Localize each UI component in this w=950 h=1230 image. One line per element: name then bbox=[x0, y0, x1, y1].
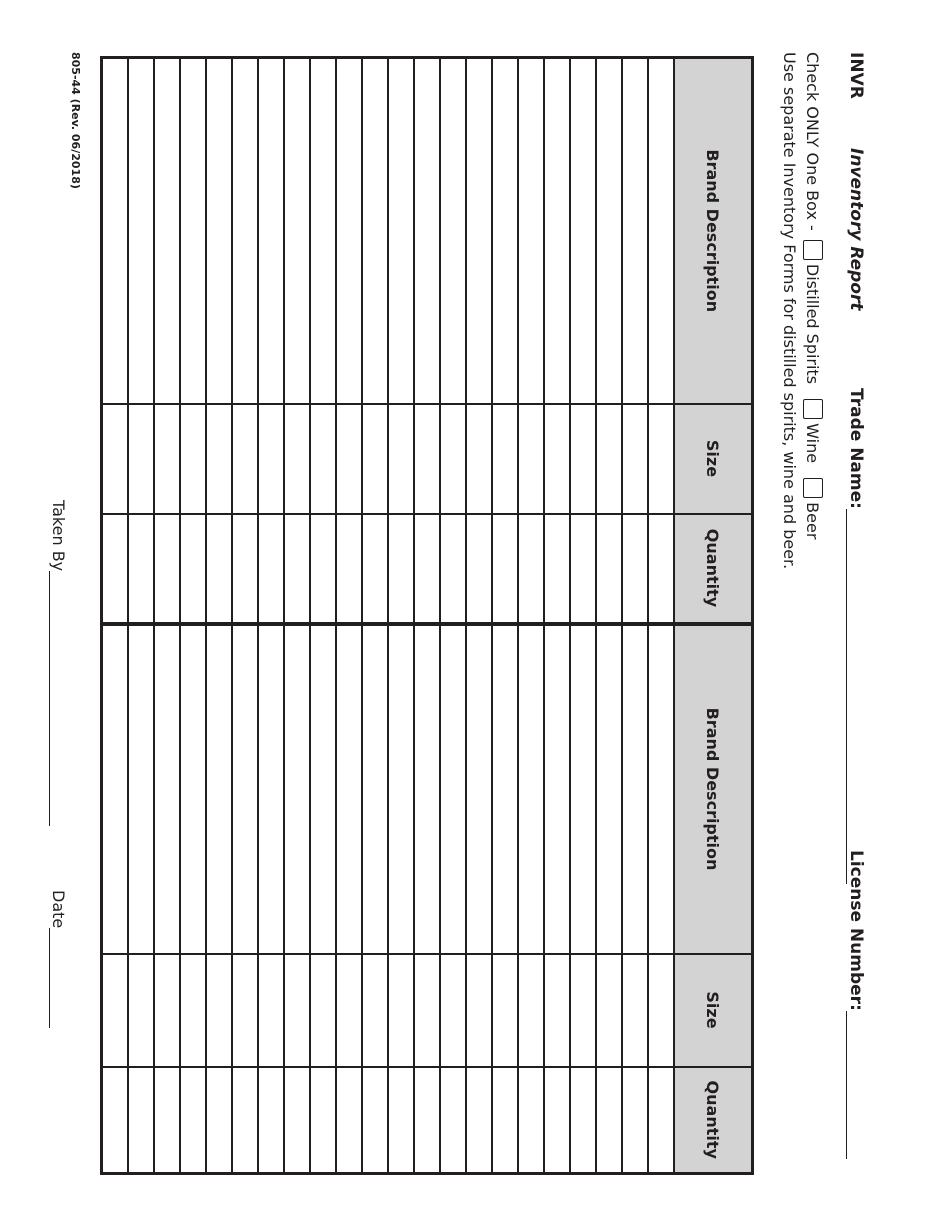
table-cell[interactable] bbox=[622, 954, 648, 1067]
table-cell[interactable] bbox=[492, 1067, 518, 1174]
table-cell[interactable] bbox=[466, 514, 492, 624]
table-cell[interactable] bbox=[284, 404, 310, 514]
page-title: Inventory Report bbox=[846, 148, 866, 311]
table-cell[interactable] bbox=[570, 1067, 596, 1174]
table-cell[interactable] bbox=[414, 954, 440, 1067]
table-cell[interactable] bbox=[154, 404, 180, 514]
taken-by-label: Taken By bbox=[49, 500, 68, 572]
table-cell[interactable] bbox=[570, 624, 596, 954]
table-cell[interactable] bbox=[596, 954, 622, 1067]
table-cell[interactable] bbox=[258, 954, 284, 1067]
table-cell[interactable] bbox=[518, 1067, 544, 1174]
table-cell[interactable] bbox=[258, 404, 284, 514]
table-cell[interactable] bbox=[336, 1067, 362, 1174]
table-cell[interactable] bbox=[570, 954, 596, 1067]
table-cell[interactable] bbox=[310, 404, 336, 514]
table-cell[interactable] bbox=[544, 624, 570, 954]
table-cell[interactable] bbox=[128, 624, 154, 954]
table-row bbox=[154, 58, 180, 1174]
table-cell[interactable] bbox=[154, 954, 180, 1067]
table-row bbox=[310, 58, 336, 1174]
table-cell[interactable] bbox=[492, 624, 518, 954]
form-number: 805-44 (Rev. 06/2018) bbox=[69, 52, 82, 189]
table-cell[interactable] bbox=[310, 58, 336, 404]
table-cell[interactable] bbox=[128, 954, 154, 1067]
table-cell[interactable] bbox=[206, 514, 232, 624]
table-row bbox=[258, 58, 284, 1174]
table-cell[interactable] bbox=[466, 404, 492, 514]
table-cell[interactable] bbox=[648, 624, 674, 954]
table-cell[interactable] bbox=[544, 954, 570, 1067]
table-cell[interactable] bbox=[128, 1067, 154, 1174]
column-header: Brand Description bbox=[674, 58, 753, 404]
table-cell[interactable] bbox=[544, 514, 570, 624]
distilled-spirits-checkbox[interactable] bbox=[803, 240, 823, 260]
table-cell[interactable] bbox=[102, 1067, 129, 1174]
column-header: Brand Description bbox=[674, 624, 753, 954]
table-cell[interactable] bbox=[388, 514, 414, 624]
table-row bbox=[492, 58, 518, 1174]
table-row bbox=[180, 58, 206, 1174]
table-row bbox=[544, 58, 570, 1174]
table-cell[interactable] bbox=[544, 58, 570, 404]
table-cell[interactable] bbox=[414, 624, 440, 954]
table-cell[interactable] bbox=[440, 624, 466, 954]
wine-checkbox[interactable] bbox=[803, 399, 823, 419]
table-cell[interactable] bbox=[154, 624, 180, 954]
table-cell[interactable] bbox=[570, 404, 596, 514]
table-cell[interactable] bbox=[388, 624, 414, 954]
date-label: Date bbox=[49, 890, 68, 929]
check-prefix: Check ONLY One Box - bbox=[803, 52, 822, 231]
table-cell[interactable] bbox=[336, 58, 362, 404]
table-cell[interactable] bbox=[206, 404, 232, 514]
distilled-spirits-label: Distilled Spirits bbox=[803, 263, 822, 385]
column-header: Quantity bbox=[674, 514, 753, 624]
table-cell[interactable] bbox=[336, 954, 362, 1067]
table-cell[interactable] bbox=[440, 954, 466, 1067]
table-cell[interactable] bbox=[102, 624, 129, 954]
table-cell[interactable] bbox=[206, 954, 232, 1067]
table-cell[interactable] bbox=[284, 58, 310, 404]
table-cell[interactable] bbox=[336, 404, 362, 514]
table-cell[interactable] bbox=[414, 514, 440, 624]
table-cell[interactable] bbox=[414, 1067, 440, 1174]
table-cell[interactable] bbox=[440, 514, 466, 624]
wine-label: Wine bbox=[803, 423, 822, 464]
date-input[interactable] bbox=[49, 928, 66, 1028]
table-cell[interactable] bbox=[648, 404, 674, 514]
table-cell[interactable] bbox=[206, 1067, 232, 1174]
instructions-note: Use separate Inventory Forms for distilled spirits, wine and beer. bbox=[780, 52, 799, 570]
table-cell[interactable] bbox=[154, 514, 180, 624]
table-cell[interactable] bbox=[206, 58, 232, 404]
table-cell[interactable] bbox=[362, 954, 388, 1067]
table-cell[interactable] bbox=[258, 624, 284, 954]
table-cell[interactable] bbox=[570, 58, 596, 404]
table-cell[interactable] bbox=[232, 954, 258, 1067]
table-row bbox=[232, 58, 258, 1174]
table-cell[interactable] bbox=[180, 514, 206, 624]
table-cell[interactable] bbox=[388, 1067, 414, 1174]
table-cell[interactable] bbox=[466, 58, 492, 404]
beer-label: Beer bbox=[803, 502, 822, 540]
table-cell[interactable] bbox=[388, 404, 414, 514]
table-cell[interactable] bbox=[648, 954, 674, 1067]
table-cell[interactable] bbox=[570, 514, 596, 624]
table-cell[interactable] bbox=[492, 58, 518, 404]
table-cell[interactable] bbox=[258, 1067, 284, 1174]
trade-name-label: Trade Name: bbox=[846, 388, 866, 509]
table-cell[interactable] bbox=[440, 58, 466, 404]
table-cell[interactable] bbox=[440, 1067, 466, 1174]
table-row bbox=[362, 58, 388, 1174]
table-cell[interactable] bbox=[492, 514, 518, 624]
table-cell[interactable] bbox=[596, 404, 622, 514]
table-cell[interactable] bbox=[180, 404, 206, 514]
table-cell[interactable] bbox=[154, 1067, 180, 1174]
column-header: Size bbox=[674, 954, 753, 1067]
table-row bbox=[596, 58, 622, 1174]
table-cell[interactable] bbox=[388, 954, 414, 1067]
table-row bbox=[102, 58, 129, 1174]
table-cell[interactable] bbox=[596, 624, 622, 954]
table-cell[interactable] bbox=[414, 404, 440, 514]
table-cell[interactable] bbox=[336, 624, 362, 954]
table-row bbox=[128, 58, 154, 1174]
table-cell[interactable] bbox=[206, 624, 232, 954]
table-cell[interactable] bbox=[310, 1067, 336, 1174]
license-number-label: License Number: bbox=[846, 850, 866, 1011]
table-cell[interactable] bbox=[232, 58, 258, 404]
table-row bbox=[622, 58, 648, 1174]
table-cell[interactable] bbox=[102, 954, 129, 1067]
table-cell[interactable] bbox=[414, 58, 440, 404]
table-cell[interactable] bbox=[518, 58, 544, 404]
taken-by-input[interactable] bbox=[49, 571, 66, 826]
table-cell[interactable] bbox=[648, 58, 674, 404]
table-cell[interactable] bbox=[622, 514, 648, 624]
table-cell[interactable] bbox=[362, 1067, 388, 1174]
table-cell[interactable] bbox=[648, 514, 674, 624]
table-cell[interactable] bbox=[492, 404, 518, 514]
table-cell[interactable] bbox=[310, 514, 336, 624]
table-cell[interactable] bbox=[336, 514, 362, 624]
table-cell[interactable] bbox=[232, 1067, 258, 1174]
table-row bbox=[518, 58, 544, 1174]
trade-name-field[interactable] bbox=[846, 388, 866, 884]
table-cell[interactable] bbox=[388, 58, 414, 404]
license-number-input[interactable] bbox=[846, 1011, 863, 1159]
table-cell[interactable] bbox=[258, 514, 284, 624]
table-cell[interactable] bbox=[362, 404, 388, 514]
column-header: Size bbox=[674, 404, 753, 514]
table-cell[interactable] bbox=[544, 404, 570, 514]
table-cell[interactable] bbox=[518, 954, 544, 1067]
table-cell[interactable] bbox=[258, 58, 284, 404]
table-row bbox=[414, 58, 440, 1174]
table-cell[interactable] bbox=[310, 624, 336, 954]
table-cell[interactable] bbox=[596, 58, 622, 404]
table-cell[interactable] bbox=[362, 514, 388, 624]
beverage-type-selector bbox=[803, 52, 823, 539]
table-row bbox=[336, 58, 362, 1174]
table-cell[interactable] bbox=[180, 1067, 206, 1174]
table-cell[interactable] bbox=[466, 624, 492, 954]
beer-checkbox[interactable] bbox=[803, 478, 823, 498]
inventory-table bbox=[100, 56, 754, 1175]
table-row bbox=[570, 58, 596, 1174]
trade-name-input[interactable] bbox=[846, 509, 863, 884]
table-row bbox=[206, 58, 232, 1174]
column-header: Quantity bbox=[674, 1067, 753, 1174]
form-code: INVR bbox=[846, 52, 866, 99]
table-cell[interactable] bbox=[596, 1067, 622, 1174]
table-row bbox=[466, 58, 492, 1174]
table-cell[interactable] bbox=[518, 514, 544, 624]
table-cell[interactable] bbox=[154, 58, 180, 404]
table-row bbox=[388, 58, 414, 1174]
table-cell[interactable] bbox=[284, 514, 310, 624]
table-cell[interactable] bbox=[518, 624, 544, 954]
table-cell[interactable] bbox=[622, 58, 648, 404]
table-cell[interactable] bbox=[180, 624, 206, 954]
table-cell[interactable] bbox=[622, 404, 648, 514]
table-cell[interactable] bbox=[232, 404, 258, 514]
table-cell[interactable] bbox=[284, 624, 310, 954]
table-cell[interactable] bbox=[284, 1067, 310, 1174]
table-cell[interactable] bbox=[648, 1067, 674, 1174]
table-cell[interactable] bbox=[102, 404, 129, 514]
table-cell[interactable] bbox=[622, 624, 648, 954]
license-number-field[interactable] bbox=[846, 850, 866, 1159]
taken-by-field[interactable] bbox=[49, 500, 68, 826]
table-cell[interactable] bbox=[284, 954, 310, 1067]
table-cell[interactable] bbox=[128, 404, 154, 514]
table-cell[interactable] bbox=[440, 404, 466, 514]
date-field[interactable] bbox=[49, 890, 68, 1028]
table-cell[interactable] bbox=[492, 954, 518, 1067]
table-cell[interactable] bbox=[128, 514, 154, 624]
table-cell[interactable] bbox=[362, 624, 388, 954]
table-cell[interactable] bbox=[102, 58, 129, 404]
table-row bbox=[648, 58, 674, 1174]
table-cell[interactable] bbox=[128, 58, 154, 404]
table-cell[interactable] bbox=[466, 1067, 492, 1174]
table-cell[interactable] bbox=[362, 58, 388, 404]
table-cell[interactable] bbox=[466, 954, 492, 1067]
table-cell[interactable] bbox=[232, 624, 258, 954]
table-cell[interactable] bbox=[180, 58, 206, 404]
table-cell[interactable] bbox=[622, 1067, 648, 1174]
table-cell[interactable] bbox=[518, 404, 544, 514]
table-cell[interactable] bbox=[310, 954, 336, 1067]
table-cell[interactable] bbox=[596, 514, 622, 624]
table-cell[interactable] bbox=[180, 954, 206, 1067]
table-row bbox=[440, 58, 466, 1174]
table-cell[interactable] bbox=[232, 514, 258, 624]
table-row bbox=[284, 58, 310, 1174]
table-cell[interactable] bbox=[102, 514, 129, 624]
table-cell[interactable] bbox=[544, 1067, 570, 1174]
